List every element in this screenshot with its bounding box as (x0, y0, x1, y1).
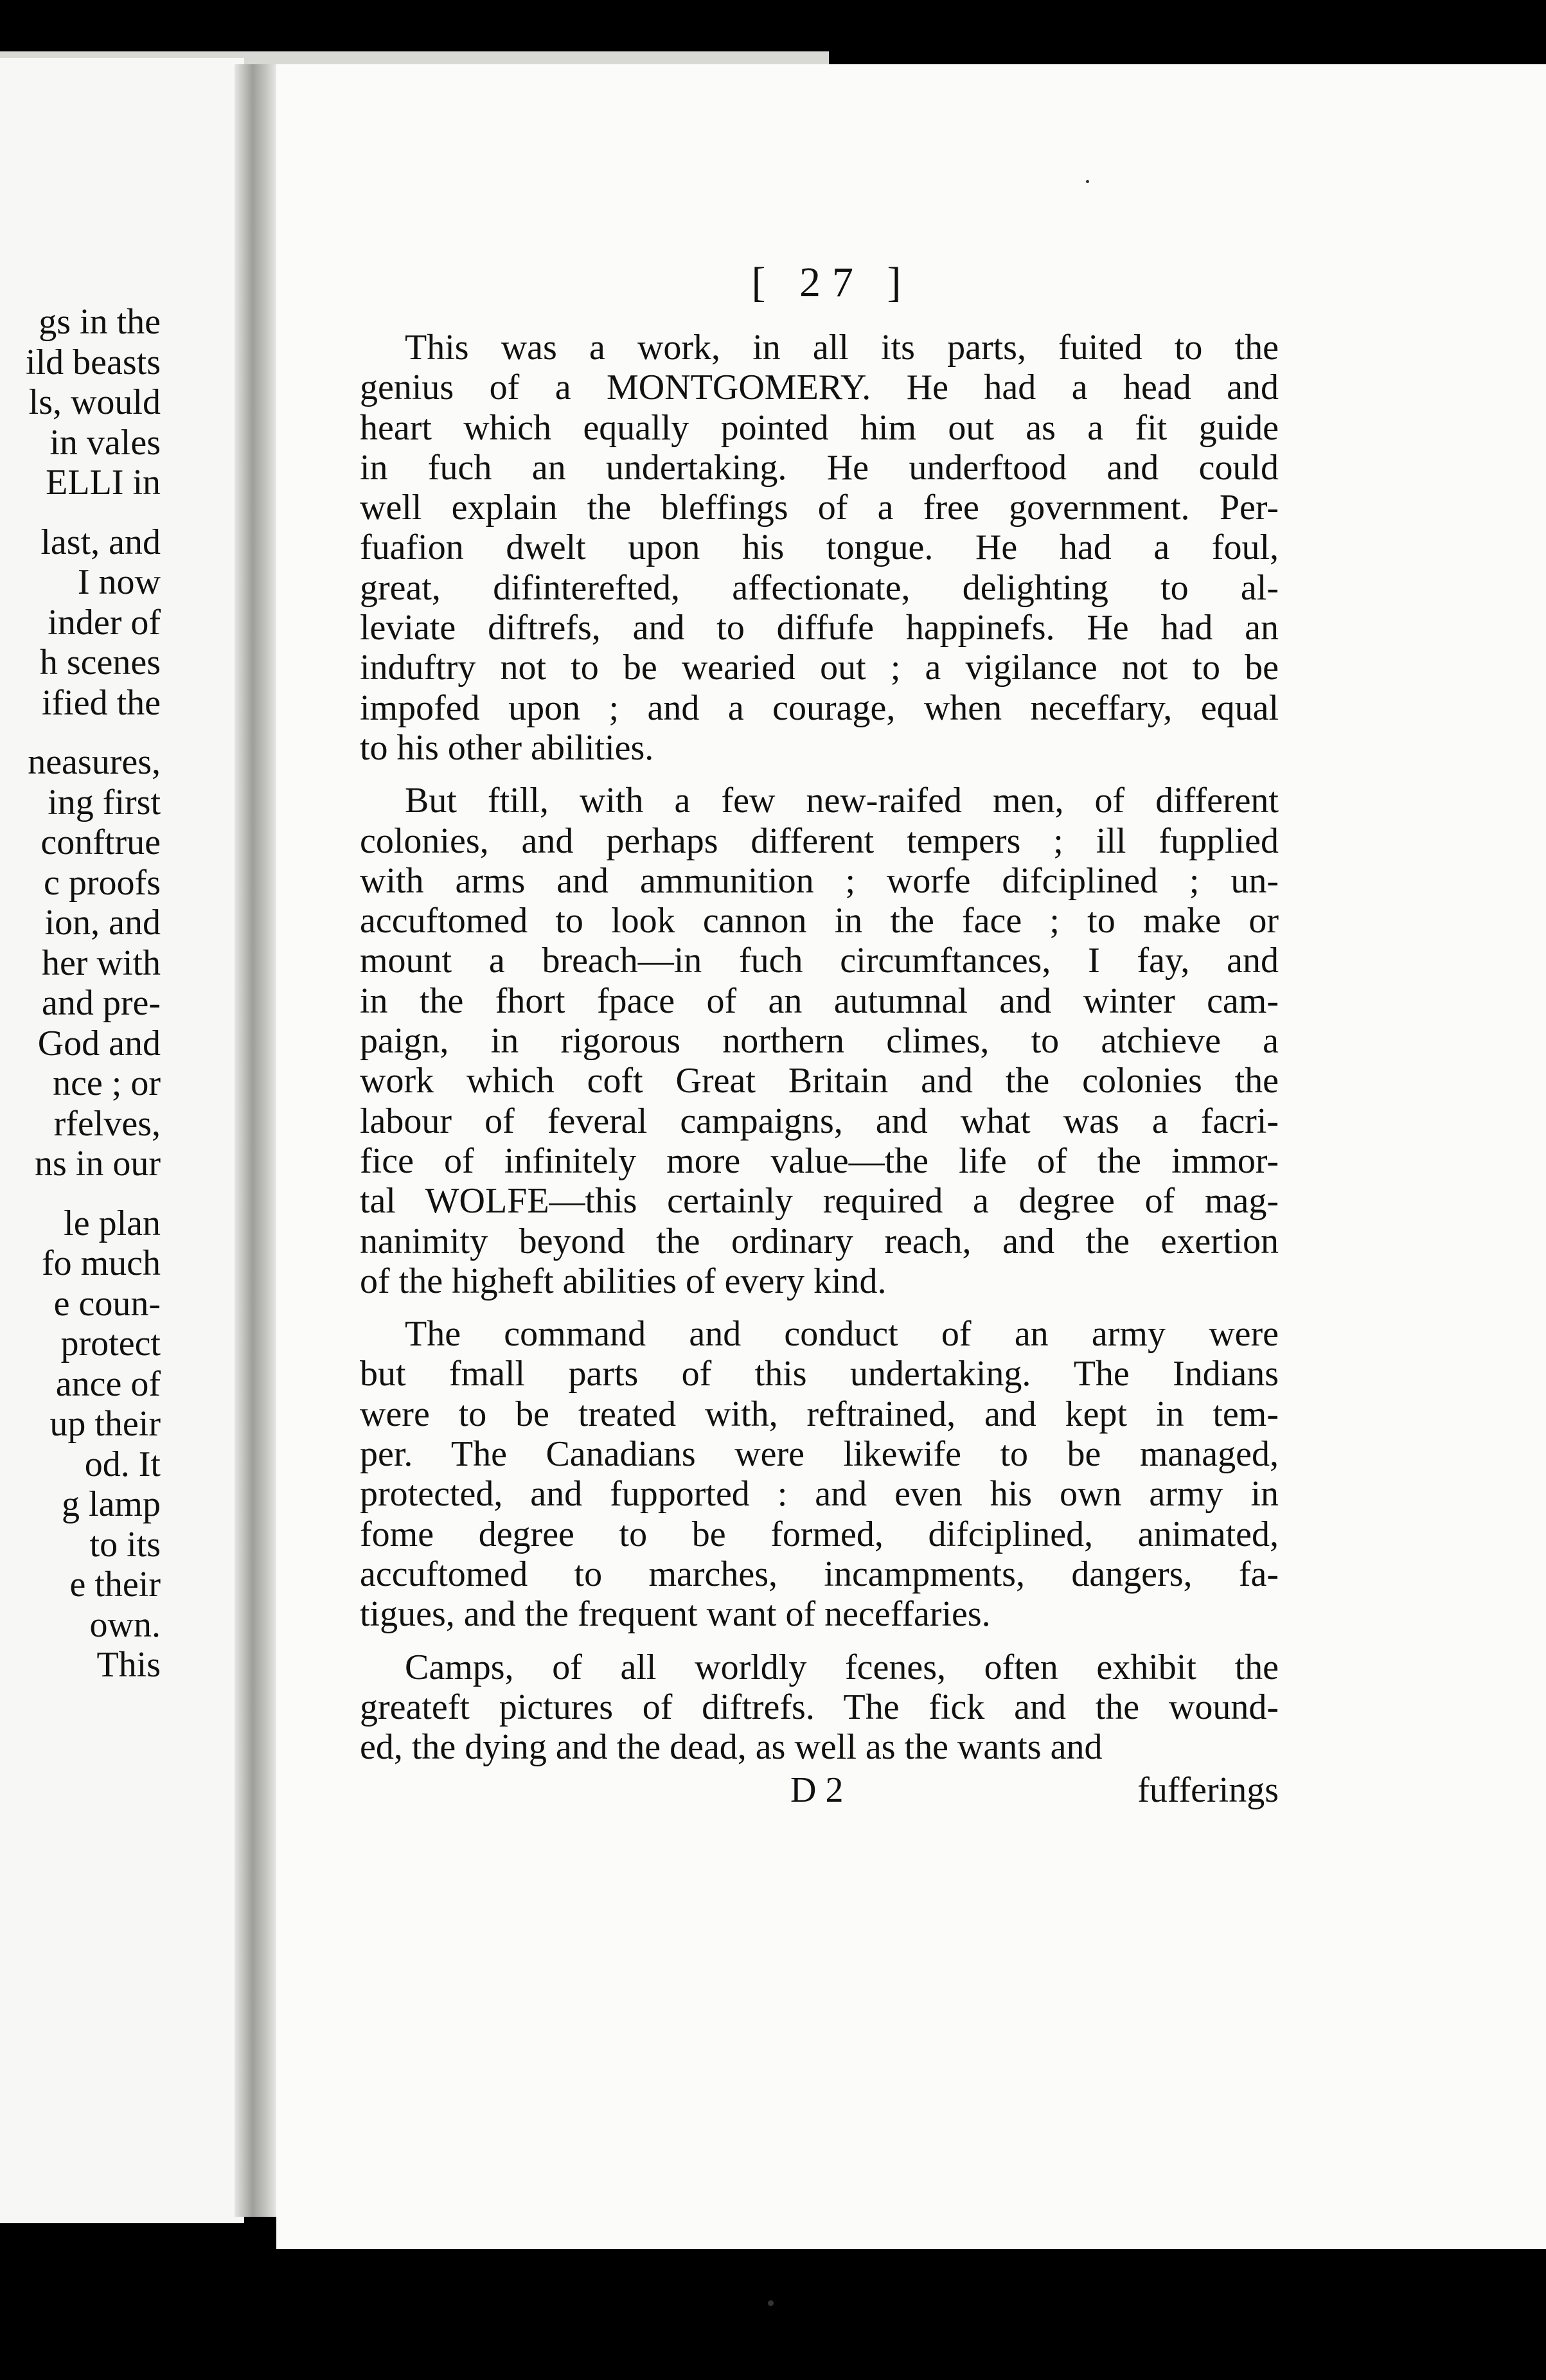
text-line: great, difinterefted, affectionate, delighting to al- (360, 567, 1279, 608)
left-page-gap (0, 503, 161, 522)
left-page-line: od. It (84, 1444, 161, 1484)
paragraph-3 (360, 1314, 1279, 1634)
left-page-line: e their (69, 1565, 161, 1604)
text-line: The command and conduct of an army were (405, 1314, 1279, 1354)
text-line: tigues, and the frequent want of neceffaries. (360, 1594, 991, 1635)
left-page-line: ing first (48, 782, 161, 822)
text-line: impofed upon ; and a courage, when neceffary, equal (360, 688, 1279, 728)
page-footer (360, 1770, 1279, 1811)
left-page-line: conftrue (40, 822, 161, 862)
left-page-line: neasures, (28, 742, 161, 782)
text-line: leviate diftrefs, and to diffufe happinefs. He had an (360, 608, 1279, 648)
text-line: but fmall parts of this undertaking. The Indians (360, 1354, 1279, 1394)
left-page-line: last, and (40, 522, 161, 562)
text-line: well explain the bleffings of a free government. Per- (360, 488, 1279, 528)
left-page-line: le plan (64, 1203, 161, 1243)
left-page-line: God and (37, 1023, 161, 1063)
paragraph-2 (360, 781, 1279, 1301)
ink-speck (768, 2300, 774, 2306)
left-page-line: rfelves, (53, 1103, 161, 1144)
left-page-gap (0, 723, 161, 742)
left-page-line: This (96, 1645, 161, 1685)
left-page-line: in vales (49, 422, 161, 463)
left-page-line: own. (89, 1604, 161, 1645)
text-line: Camps, of all worldly fcenes, often exhibit the (405, 1647, 1279, 1687)
left-page-line: ELLI in (46, 463, 161, 502)
text-line: with arms and ammunition ; worfe difciplined ; un- (360, 860, 1279, 901)
text-line: labour of feveral campaigns, and what was a facri- (360, 1101, 1279, 1141)
left-page-line: ild beasts (26, 342, 161, 382)
left-page-text-fragment (0, 302, 161, 1685)
left-page-line: to its (89, 1524, 161, 1565)
text-line: induftry not to be wearied out ; a vigilance not to be (360, 648, 1279, 688)
left-page-line: fo much (41, 1243, 161, 1283)
book-gutter (235, 64, 280, 2217)
left-page-line: ance of (55, 1363, 161, 1404)
ink-speck (1086, 180, 1089, 183)
text-line: per. The Canadians were likewife to be managed, (360, 1434, 1279, 1475)
left-page-line: inder of (48, 602, 161, 643)
left-page-line: protect (60, 1324, 161, 1363)
text-line: colonies, and perhaps different tempers ; ill fupplied (360, 821, 1279, 861)
left-page-line: up their (49, 1404, 161, 1444)
left-page-line: c proofs (44, 862, 161, 903)
catchword: fufferings (1137, 1770, 1279, 1811)
left-page-line: nce ; or (53, 1063, 161, 1103)
text-line: This was a work, in all its parts, fuited to the (405, 328, 1279, 368)
text-line: to his other abilities. (360, 727, 654, 768)
text-line: fice of infinitely more value—the life of the immor- (360, 1141, 1279, 1181)
text-line: accuftomed to marches, incampments, dangers, fa- (360, 1554, 1279, 1594)
left-page-line: h scenes (39, 643, 161, 682)
left-page-line: ion, and (44, 903, 161, 943)
left-page-line: g lamp (62, 1484, 161, 1524)
left-page-line: gs in the (39, 302, 161, 342)
left-page-line: I now (77, 562, 161, 602)
left-page-line: e coun- (53, 1283, 161, 1324)
text-line: ed, the dying and the dead, as well as the wants and (360, 1727, 1103, 1768)
text-line: in fuch an undertaking. He underftood and could (360, 447, 1279, 488)
left-page-line: ls, would (28, 382, 161, 422)
text-line: nanimity beyond the ordinary reach, and the exertion (360, 1221, 1279, 1261)
left-page-line: ns in our (35, 1144, 161, 1184)
text-line: protected, and fupported : and even his own army in (360, 1474, 1279, 1514)
page-number: [ 27 ] (751, 259, 913, 306)
text-line: tal WOLFE—this certainly required a degree of mag- (360, 1181, 1279, 1221)
paragraph-1 (360, 328, 1279, 768)
right-page (360, 251, 1279, 1811)
left-page-gap (0, 1184, 161, 1203)
text-line: greateft pictures of diftrefs. The fick and the wound- (360, 1687, 1279, 1727)
text-line: genius of a MONTGOMERY. He had a head and (360, 368, 1279, 408)
text-line: mount a breach—in fuch circumftances, I fay, and (360, 941, 1279, 981)
text-line: fuafion dwelt upon his tongue. He had a foul, (360, 528, 1279, 568)
text-line: were to be treated with, reftrained, and kept in tem- (360, 1394, 1279, 1434)
paragraph-4 (360, 1647, 1279, 1768)
left-page-line: ified the (41, 682, 161, 723)
text-line: in the fhort fpace of an autumnal and winter cam- (360, 981, 1279, 1021)
text-line: But ftill, with a few new-raifed men, of different (405, 781, 1279, 821)
left-page-line: her with (41, 943, 161, 983)
text-line: work which coft Great Britain and the colonies the (360, 1061, 1279, 1101)
text-line: heart which equally pointed him out as a fit guide (360, 407, 1279, 448)
text-line: accuftomed to look cannon in the face ; to make or (360, 901, 1279, 941)
left-page-line: and pre- (41, 983, 161, 1023)
signature-mark: D 2 (790, 1770, 844, 1811)
text-line: fome degree to be formed, difciplined, animated, (360, 1514, 1279, 1554)
text-line: paign, in rigorous northern climes, to atchieve a (360, 1021, 1279, 1061)
text-line: of the higheft abilities of every kind. (360, 1261, 887, 1301)
